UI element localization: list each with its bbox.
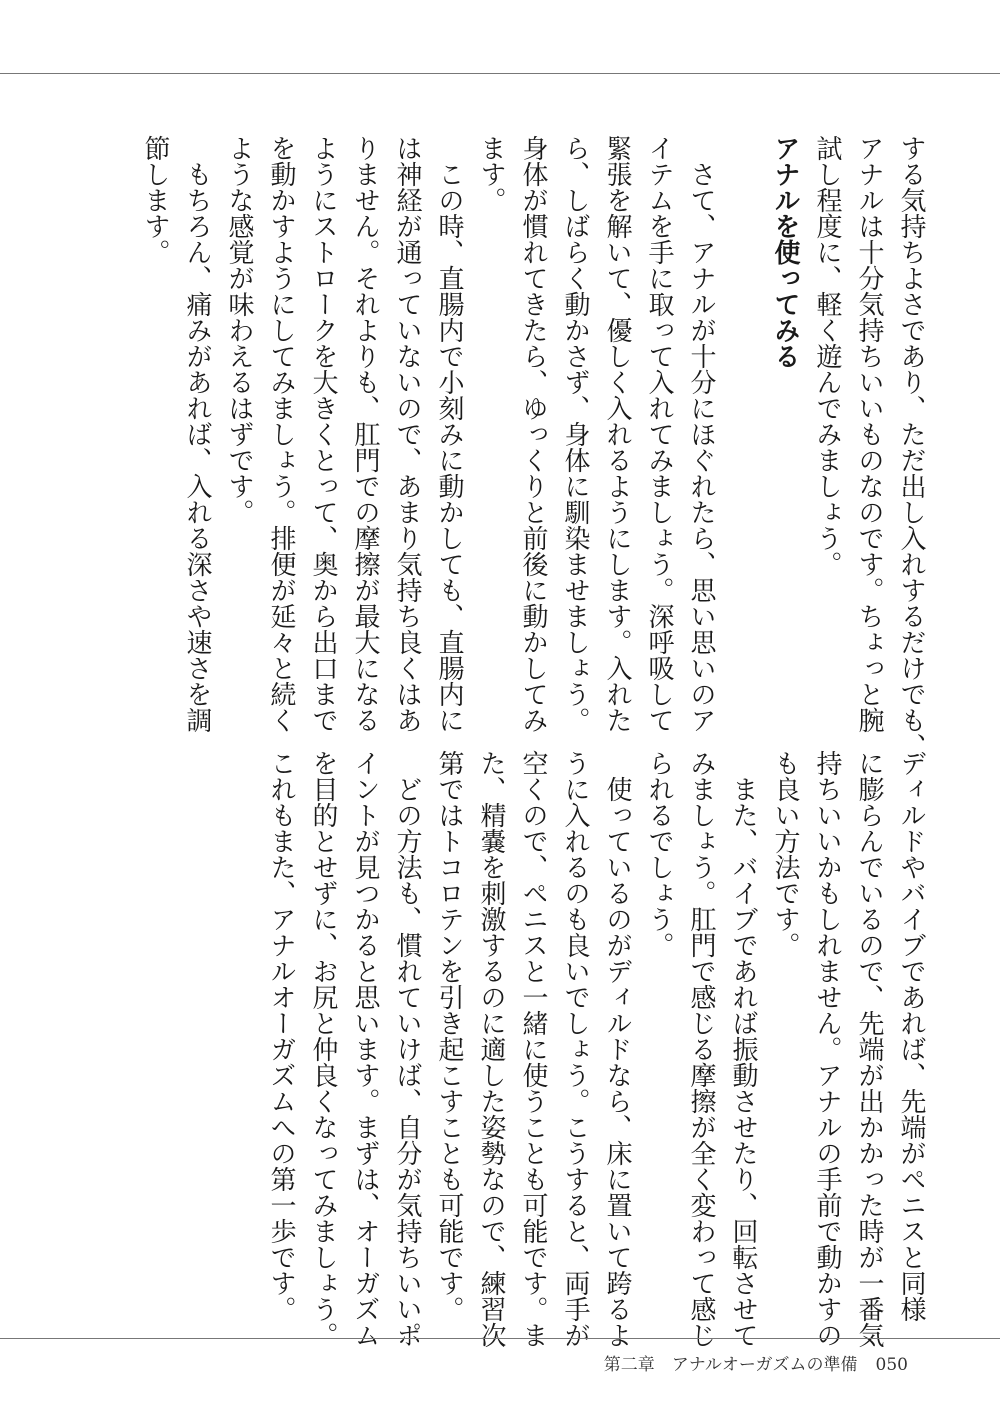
upper-text-block (134, 135, 932, 759)
bottom-rule (0, 1338, 1000, 1339)
text-column: 空くので、ペニスと一緒に使うことも可能です。ま (518, 750, 548, 1348)
text-column: 持ちいいかもしれません。アナルの手前で動かすの (812, 750, 842, 1348)
top-rule (0, 73, 1000, 74)
section-heading: アナルを使ってみる (770, 135, 800, 369)
text-column: ディルドやバイブであれば、先端がペニスと同様 (896, 750, 926, 1322)
page-footer (604, 1350, 908, 1375)
text-column: を目的とせずに、お尻と仲良くなってみましょう。 (308, 750, 338, 1348)
text-column: 第ではトコロテンを引き起こすことも可能です。 (434, 750, 464, 1322)
text-column: も良い方法です。 (770, 750, 800, 958)
text-column: られるでしょう。 (644, 750, 674, 958)
chapter-title: 第二章 アナルオーガズムの準備 (603, 1355, 858, 1375)
text-column: アナルは十分気持ちいいものなのです。ちょっと腕 (854, 135, 884, 733)
text-column: イントが見つかると思います。まずは、オーガズム (350, 750, 380, 1348)
text-column: この時、直腸内で小刻みに動かしても、直腸内に (434, 135, 464, 733)
page-number: 050 (875, 1355, 908, 1375)
text-column: うに入れるのも良いでしょう。こうすると、両手が (560, 750, 590, 1348)
text-column: みましょう。肛門で感じる摩擦が全く変わって感じ (686, 750, 716, 1348)
text-column: する気持ちよさであり、ただ出し入れするだけでも、 (896, 135, 926, 759)
text-column: さて、アナルが十分にほぐれたら、思い思いのア (686, 135, 716, 733)
text-column: ような感覚が味わえるはずです。 (224, 135, 254, 525)
text-column: ます。 (476, 135, 506, 213)
text-column: 身体が慣れてきたら、ゆっくりと前後に動かしてみ (518, 135, 548, 733)
text-column: どの方法も、慣れていけば、自分が気持ちいいポ (392, 750, 422, 1348)
text-column: に膨らんでいるので、先端が出かかった時が一番気 (854, 750, 884, 1348)
text-column: 使っているのがディルドなら、床に置いて跨るよ (602, 750, 632, 1348)
text-column: は神経が通っていないので、あまり気持ち良くはあ (392, 135, 422, 733)
text-column: イテムを手に取って入れてみましょう。深呼吸して (644, 135, 674, 733)
text-column: ようにストロークを大きくとって、奥から出口まで (308, 135, 338, 733)
text-column: また、バイブであれば振動させたり、回転させて (728, 750, 758, 1348)
text-column: 試し程度に、軽く遊んでみましょう。 (812, 135, 842, 577)
text-column: た、精嚢を刺激するのに適した姿勢なので、練習次 (476, 750, 506, 1348)
text-column: これもまた、アナルオーガズムへの第一歩です。 (266, 750, 296, 1322)
lower-text-block (260, 750, 932, 1348)
text-column: もちろん、痛みがあれば、入れる深さや速さを調 (182, 135, 212, 733)
text-column: ら、しばらく動かさず、身体に馴染ませましょう。 (560, 135, 590, 733)
text-column: 節します。 (140, 135, 170, 265)
text-column: を動かすようにしてみましょう。排便が延々と続く (266, 135, 296, 733)
text-column: 緊張を解いて、優しく入れるようにします。入れた (602, 135, 632, 733)
text-column: りません。それよりも、肛門での摩擦が最大になる (350, 135, 380, 733)
